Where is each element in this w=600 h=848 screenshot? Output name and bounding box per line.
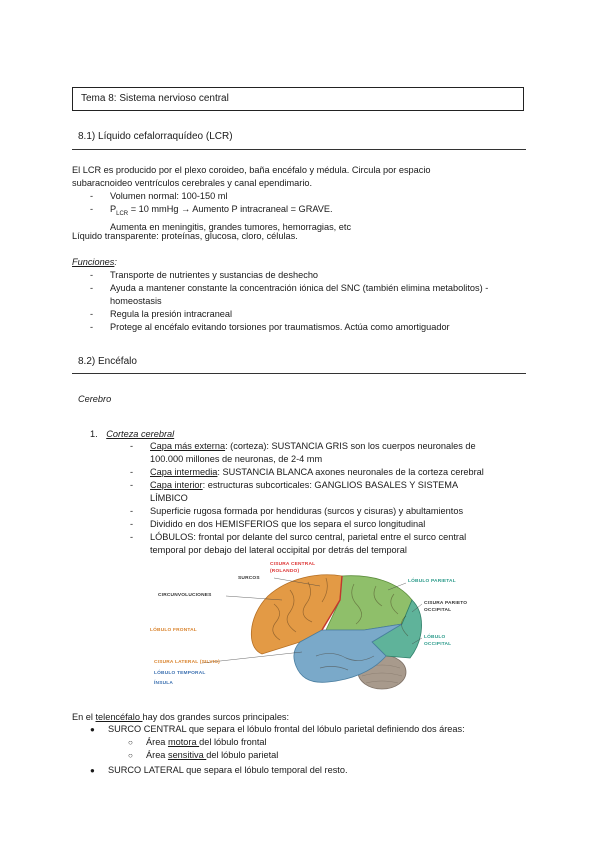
- area-text: del lóbulo frontal: [199, 737, 267, 747]
- funciones-list: [84, 269, 544, 334]
- page-title: [72, 87, 524, 111]
- lcr-intro: [72, 164, 542, 190]
- list-item-text: : estructuras subcorticales: GANGLIOS BASALES Y SISTEMA: [202, 480, 459, 490]
- label-surcos: SURCOS: [238, 576, 260, 581]
- list-item-text: Superficie rugosa formada por hendiduras (surcos y cisuras) y abultamientos: [150, 506, 464, 516]
- funciones-colon: :: [114, 257, 117, 267]
- list-item: - Superficie rugosa formada por hendiduras (surcos y cisuras) y abultamientos: [130, 506, 464, 516]
- label-insula: ÍNSULA: [154, 681, 174, 686]
- list-item-text: : SUSTANCIA BLANCA axones neuronales de la corteza cerebral: [217, 467, 484, 477]
- title-text: Tema 8: Sistema nervioso central: [81, 93, 229, 104]
- section-divider: [72, 149, 526, 150]
- list-item-text: Transporte de nutrientes y sustancias de deshecho: [110, 270, 319, 280]
- lcr-intro-line1: El LCR es producido por el plexo coroideo, baña encéfalo y médula. Circula por espacio: [72, 165, 431, 175]
- list-item-text: Dividido en dos HEMISFERIOS que los separa el surco longitudinal: [150, 519, 426, 529]
- list-item: - Protege al encéfalo evitando torsiones por traumatismos. Actúa como amortiguador: [90, 322, 450, 332]
- list-item-text: Aumenta en meningitis, grandes tumores, hemorragias, etc: [110, 221, 352, 232]
- bullet-dot-icon: ●: [90, 766, 95, 775]
- section-heading-encefalo: 8.2) Encéfalo: [78, 356, 137, 367]
- item-number: 1.: [90, 429, 98, 439]
- corteza-label: Corteza cerebral: [106, 429, 175, 439]
- label-rolando: (ROLANDO): [270, 569, 300, 574]
- pressure-subscript: LCR: [116, 210, 129, 217]
- lcr-intro-line2: subaracnoideo ventrículos cerebrales y canal ependimario.: [72, 178, 313, 188]
- list-item: - Volumen normal: 100-150 ml: [90, 191, 228, 201]
- list-item: - Capa intermedia: SUSTANCIA BLANCA axones neuronales de la corteza cerebral: [130, 467, 484, 477]
- list-item-text: LÍMBICO: [150, 493, 188, 503]
- list-item: - Dividido en dos HEMISFERIOS que los separa el surco longitudinal: [130, 519, 426, 529]
- list-item-text: SURCO CENTRAL que separa el lóbulo frontal del lóbulo parietal definiendo dos áreas:: [108, 724, 465, 734]
- label-lobulo-temporal: LÓBULO TEMPORAL: [154, 671, 206, 676]
- label-cisura-central: CISURA CENTRAL: [270, 562, 316, 567]
- layer-name: Capa interior: [150, 480, 203, 490]
- lcr-bullets: [84, 190, 534, 234]
- telencefalo-term: telencéfalo: [95, 712, 143, 722]
- brain-diagram: [150, 560, 468, 700]
- label-lobulo-parietal: LÓBULO PARIETAL: [408, 579, 456, 584]
- bullet-circle-icon: ○: [128, 751, 133, 760]
- label-cisura-pareto: CISURA PARIETO: [424, 601, 468, 606]
- list-item-text: = 10 mmHg → Aumento P intracraneal = GRAVE.: [128, 204, 333, 214]
- bullet-circle-icon: ○: [128, 738, 133, 747]
- list-item: - Ayuda a mantener constante la concentración iónica del SNC (también elimina metabolitos) -: [90, 283, 489, 293]
- sub-bullet-area-motora: [128, 736, 267, 749]
- layer-name: Capa intermedia: [150, 467, 218, 477]
- cerebro-subheading: Cerebro: [78, 394, 112, 404]
- list-item-text: Regula la presión intracraneal: [110, 309, 233, 319]
- list-item-text: homeostasis: [110, 296, 162, 306]
- intro-text: hay dos grandes surcos principales:: [142, 712, 290, 722]
- area-text: del lóbulo parietal: [206, 750, 279, 760]
- bullet-surco-central: [90, 723, 465, 736]
- list-item: - Transporte de nutrientes y sustancias de deshecho: [90, 270, 319, 280]
- label-occipital-lobe: OCCIPITAL: [424, 642, 452, 647]
- list-item-text: Protege al encéfalo evitando torsiones por traumatismos. Actúa como amortiguador: [110, 322, 450, 332]
- list-item-continuation: [124, 453, 524, 466]
- intro-text: En el: [72, 712, 96, 722]
- list-item: - $P_{LCR} = 10$ mmHg → Aumento P intracraneal = GRAVE.: [90, 204, 333, 217]
- area-term: motora: [167, 737, 200, 747]
- label-occipital: OCCIPITAL: [424, 608, 452, 613]
- list-item: - Capa más externa: (corteza): SUSTANCIA GRIS son los cuerpos neuronales de: [130, 441, 476, 451]
- label-circunvoluciones: CIRCUNVOLUCIONES: [158, 593, 212, 598]
- list-item: - Capa interior: estructuras subcorticales: GANGLIOS BASALES Y SISTEMA: [130, 480, 459, 490]
- list-item-text: SURCO LATERAL que separa el lóbulo temporal del resto.: [108, 765, 348, 775]
- label-lobulo-frontal: LÓBULO FRONTAL: [150, 628, 197, 633]
- sub-bullet-area-sensitiva: [128, 749, 278, 762]
- pressure-symbol: P: [110, 204, 117, 214]
- bullet-surco-lateral: [90, 764, 348, 777]
- area-text: Área: [146, 737, 168, 747]
- section-divider: [72, 373, 526, 374]
- corteza-bullets: [124, 440, 524, 557]
- list-item-text: LÓBULOS: frontal por delante del surco central, parietal entre el surco central: [150, 532, 467, 542]
- list-item: - LÓBULOS: frontal por delante del surco central, parietal entre el surco central: [130, 532, 467, 542]
- list-item-text: : (corteza): SUSTANCIA GRIS son los cuerpos neuronales de: [225, 441, 476, 451]
- list-item-continuation: [124, 544, 524, 557]
- label-cisura-lateral: CISURA LATERAL (SILVIO): [154, 660, 220, 665]
- area-term: sensitiva: [167, 750, 207, 760]
- list-item: - Regula la presión intracraneal: [90, 309, 233, 319]
- label-lobulo: LÓBULO: [424, 635, 446, 640]
- layer-name: Capa más externa: [150, 441, 226, 451]
- bullet-dot-icon: ●: [90, 725, 95, 734]
- section-heading-lcr: 8.1) Líquido cefalorraquídeo (LCR): [78, 131, 233, 142]
- area-text: Área: [146, 750, 168, 760]
- list-item-continuation: [84, 295, 544, 308]
- funciones-heading: [72, 256, 117, 269]
- funciones-label: Funciones: [72, 257, 115, 267]
- lcr-outro: Líquido transparente: proteínas, glucosa, cloro, células.: [72, 231, 298, 241]
- list-item-text: 100.000 millones de neuronas, de 2-4 mm: [150, 454, 323, 464]
- list-item-continuation: [124, 492, 524, 505]
- list-item-text: Ayuda a mantener constante la concentración iónica del SNC (también elimina metabolitos) -: [110, 283, 489, 293]
- list-item-text: Volumen normal: 100-150 ml: [110, 191, 228, 201]
- list-item-text: temporal por debajo del lateral occipital por detrás del temporal: [150, 545, 407, 555]
